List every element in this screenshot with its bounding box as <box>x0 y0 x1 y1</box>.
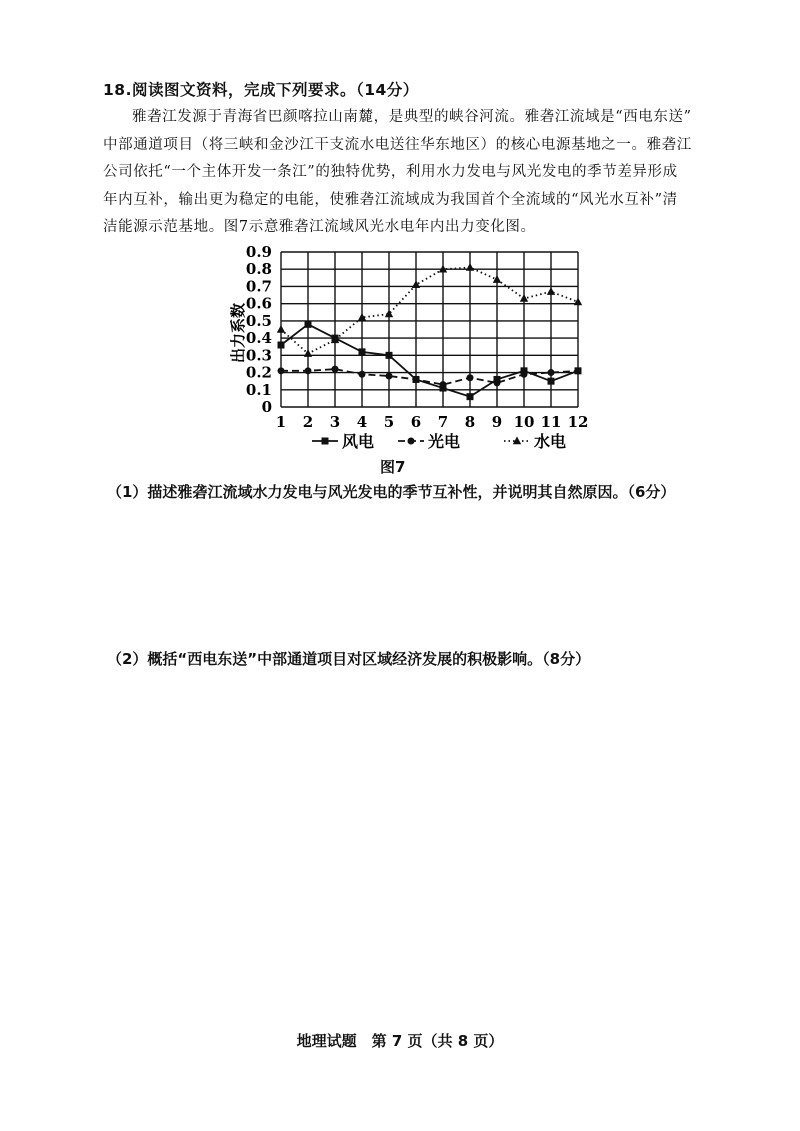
legend-label: 水电 <box>534 432 567 451</box>
series-line <box>281 369 578 385</box>
y-tick-label: 0.1 <box>245 380 272 399</box>
x-tick-label: 10 <box>513 413 535 431</box>
data-point <box>548 369 555 376</box>
y-tick-label: 0.3 <box>245 346 272 365</box>
x-tick-label: 7 <box>437 413 449 431</box>
data-point <box>359 348 366 355</box>
y-tick-labels <box>246 243 272 416</box>
x-tick-label: 9 <box>491 413 503 431</box>
data-point <box>467 374 474 381</box>
y-tick-label: 0.5 <box>245 311 272 330</box>
data-point <box>548 378 555 385</box>
data-point <box>305 321 312 328</box>
legend-label: 风电 <box>342 432 375 451</box>
data-point <box>467 393 474 400</box>
y-tick-label: 0.6 <box>245 294 272 313</box>
data-point <box>359 371 366 378</box>
x-tick-label: 8 <box>464 413 476 431</box>
legend-marker <box>322 438 329 445</box>
series-circle <box>278 366 582 389</box>
y-tick-label: 0.7 <box>245 277 272 296</box>
y-tick-label: 0.9 <box>245 243 272 261</box>
data-point <box>278 342 285 349</box>
data-point <box>332 366 339 373</box>
passage-line: 年内互补，输出更为稳定的电能，使雅砻江流域成为我国首个全流域的“风光水互补”清 <box>103 191 678 208</box>
data-point <box>466 263 474 271</box>
y-tick-label: 0.8 <box>245 260 272 279</box>
passage-line: 中部通道项目（将三峡和金沙江干支流水电送往华东地区）的核心电源基地之一。雅砻江 <box>103 136 692 153</box>
series-square <box>278 321 582 400</box>
y-tick-label: 0.4 <box>245 329 272 348</box>
x-tick-label: 5 <box>383 413 395 431</box>
power-output-chart <box>0 0 800 470</box>
series-line <box>281 324 578 396</box>
y-tick-label: 0.2 <box>245 363 272 382</box>
x-tick-labels <box>276 413 589 431</box>
x-tick-label: 6 <box>410 413 422 431</box>
x-tick-label: 1 <box>275 413 287 431</box>
data-point <box>520 294 528 302</box>
passage-line: 雅砻江发源于青海省巴颜喀拉山南麓，是典型的峡谷河流。雅砻江流域是“西电东送” <box>132 109 692 125</box>
legend-label: 光电 <box>428 432 461 451</box>
data-point <box>521 371 528 378</box>
legend-marker <box>408 438 415 445</box>
data-point <box>386 373 393 380</box>
data-point <box>305 367 312 374</box>
chart-series <box>277 263 582 400</box>
y-axis-label: 出力系数 <box>229 302 247 364</box>
y-tick-label: 0 <box>261 398 272 416</box>
data-point <box>385 310 393 318</box>
data-point <box>440 381 447 388</box>
chart-legend <box>312 432 566 451</box>
sub-question-1: （1）描述雅砻江流域水力发电与风光发电的季节互补性，并说明其自然原因。（6分） <box>107 483 676 501</box>
x-tick-label: 12 <box>567 413 589 431</box>
data-point <box>412 280 420 288</box>
passage-line: 洁能源示范基地。图7示意雅砻江流域风光水电年内出力变化图。 <box>103 219 536 235</box>
question-title: 18.阅读图文资料，完成下列要求。（14分） <box>103 81 419 99</box>
x-tick-label: 4 <box>356 413 368 431</box>
passage-line: 公司依托“一个主体开发一条江”的独特优势，利用水力发电与风光发电的季节差异形成 <box>103 164 678 180</box>
data-point <box>494 379 501 386</box>
data-point <box>386 352 393 359</box>
figure-label: 图7 <box>380 458 406 476</box>
series-triangle <box>277 263 582 357</box>
series-line <box>281 268 578 354</box>
data-point <box>575 367 582 374</box>
data-point <box>278 367 285 374</box>
sub-question-2: （2）概括“西电东送”中部通道项目对区域经济发展的积极影响。（8分） <box>107 650 591 668</box>
x-tick-label: 11 <box>540 413 562 431</box>
data-point <box>547 287 555 295</box>
data-point <box>413 376 420 383</box>
data-point <box>277 325 285 333</box>
page-footer: 地理试题 第 7 页（共 8 页） <box>296 1032 504 1050</box>
x-tick-label: 2 <box>302 413 314 431</box>
x-tick-label: 3 <box>329 413 341 431</box>
